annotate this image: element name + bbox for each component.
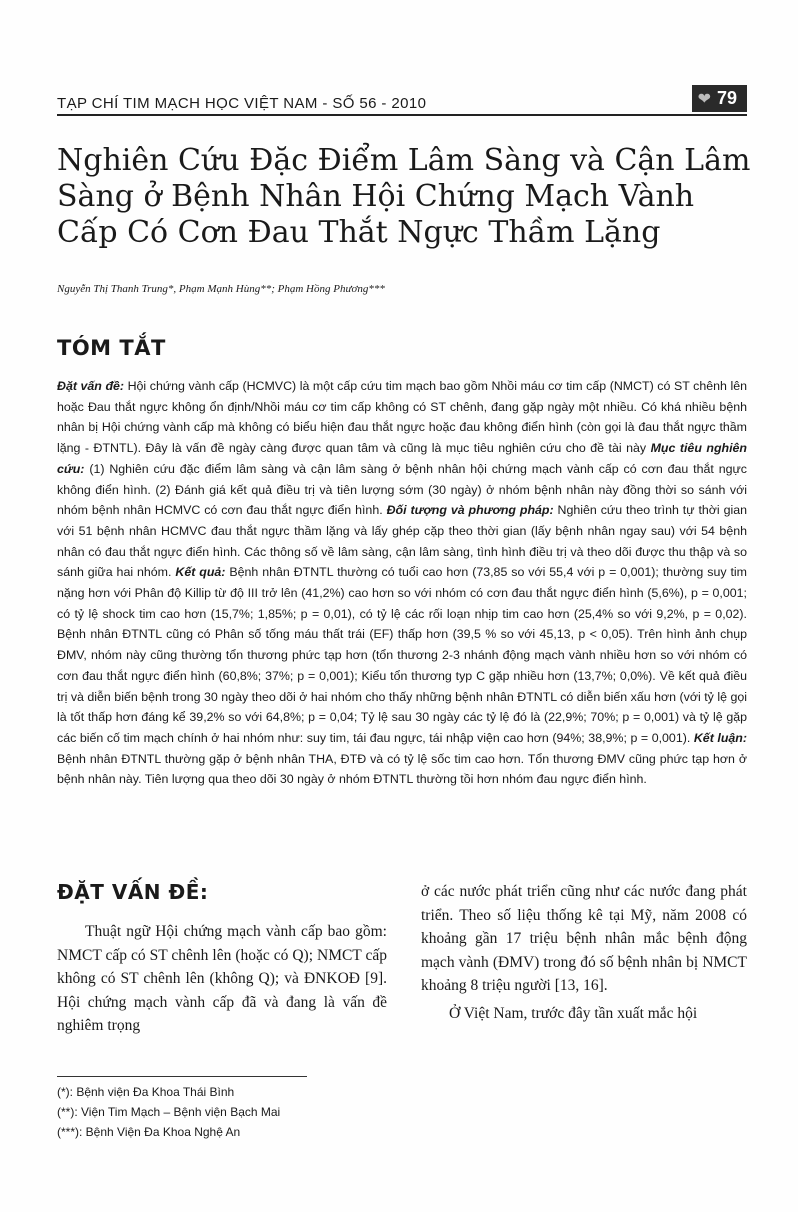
left-column bbox=[57, 880, 387, 1038]
abstract-body bbox=[57, 376, 747, 790]
footnote-item: (**): Viện Tim Mạch – Bệnh viện Bạch Mai bbox=[57, 1105, 281, 1119]
abstract-label-methods: Đối tượng và phương pháp: bbox=[386, 503, 554, 518]
abstract-label-results: Kết quả: bbox=[175, 565, 226, 580]
abstract-label-objectives: Mục tiêu nghiên cứu: bbox=[57, 441, 747, 476]
abstract-text-results: Bệnh nhân ĐTNTL thường có tuổi cao hơn (73,85 so với 55,4 với p = 0,001); thường suy tim nặng hơn với Phân độ Killip từ độ III trở lên (41,2%) cao hơn so với nhóm có cơn đau thắt ngực điển hình (5,6%), p = 0,001; có tỷ lệ shock tim cao hơn (15,7%; 1,85%; p = 0,01), có tỷ lệ các rối loạn nhịp tim cao hơn (25,4% so với 9,2%, p = 0,02). Bệnh nhân ĐTNTL cũng có Phân số tống máu thất trái (EF) thấp hơn (39,5 % so với 45,13, p < 0,05). Trên hình ảnh chụp ĐMV, nhóm này cũng thường tổn thương phức tạp hơn (tổn thương 2-3 nhánh động mạch vành nhiều hơn so với nhóm có cơn đau thắt ngực điển hình (60,8%; 37%; p = 0,001); Kiểu tổn thương typ C gặp nhiều hơn (13,7%; 0,0%). Về kết quả điều trị và diễn biến bệnh trong 30 ngày theo dõi ở hai nhóm cho thấy những bệnh nhân ĐTNTL có diễn biến xấu hơn (với tỷ lệ gọi là tốt thấp hơn đáng kể 39,2% so với 64,8%; p = 0,04; Tỷ lệ sau 30 ngày các tỷ lệ đó là (22,9%; 70%; p = 0,001) và tỷ lệ gặp các biến cố tim mạch chính ở hai nhóm như: suy tim, tái đau ngực, tái nhập viện cao hơn (94%; 38,9%; p = 0,001). bbox=[57, 565, 747, 745]
intro-paragraph-left: Thuật ngữ Hội chứng mạch vành cấp bao gồm: NMCT cấp có ST chênh lên (hoặc có Q); NMCT cấp không có ST chênh lên (không Q); và ĐNKOĐ [9]. Hội chứng mạch vành cấp đã và đang là vấn đề nghiêm trọng bbox=[57, 923, 387, 1034]
author-list: Nguyễn Thị Thanh Trung*, Phạm Mạnh Hùng**; Phạm Hồng Phương*** bbox=[57, 283, 385, 295]
footnote-rule bbox=[57, 1076, 307, 1077]
page-number-badge bbox=[692, 85, 747, 112]
abstract-heading: TÓM TẮT bbox=[57, 336, 166, 360]
footnote-item: (*): Bệnh viện Đa Khoa Thái Bình bbox=[57, 1085, 235, 1099]
right-column bbox=[421, 880, 747, 1025]
footnotes bbox=[57, 1082, 387, 1142]
journal-name: TẠP CHÍ TIM MẠCH HỌC VIỆT NAM - SỐ 56 - 2010 bbox=[57, 95, 427, 112]
footnote-item: (***): Bệnh Viện Đa Khoa Nghệ An bbox=[57, 1125, 241, 1139]
abstract-text-objectives: (1) Nghiên cứu đặc điểm lâm sàng và cận lâm sàng ở bệnh nhân hội chứng mạch vành cấp có cơn đau thắt ngực không điển hình. (2) Đánh giá kết quả điều trị và tiên lượng sớm (30 ngày) ở nhóm bệnh nhân này đồng thời so sánh với nhóm bệnh nhân HCMVC có cơn đau thắt ngực điển hình. bbox=[57, 461, 747, 518]
header-rule bbox=[57, 114, 747, 116]
abstract-text-background: Hội chứng vành cấp (HCMVC) là một cấp cứu tim mạch bao gồm Nhồi máu cơ tim cấp (NMCT) có ST chênh lên hoặc Đau thắt ngực không ổn định/Nhồi máu cơ tim cấp không có ST chênh, đang gặp ngày một nhiều. Có khá nhiều bệnh nhân bị Hội chứng vành cấp mà không có biểu hiện đau thắt ngực hoặc đau không điển hình (còn gọi là đau thắt ngực thầm lặng - ĐTNTL). Đây là vấn đề ngày càng được quan tâm và cũng là mục tiêu nghiên cứu cho đề tài này bbox=[57, 379, 747, 456]
abstract-label-background: Đặt vấn đề: bbox=[57, 379, 125, 393]
abstract-text-methods: Nghiên cứu theo trình tự thời gian với 51 bệnh nhân HCMVC đau thắt ngực thầm lặng và lấy ghép cặp theo thời gian (lấy bệnh nhân ngay sau) với 54 bệnh nhân có đau thắt ngực điển hình. Các thông số về lâm sàng, cận lâm sàng, tình hình điều trị và theo dõi được thu thập và so sánh giữa hai nhóm. bbox=[57, 503, 748, 580]
intro-paragraph-right-2: Ở Việt Nam, trước đây tần xuất mắc hội bbox=[449, 1004, 698, 1022]
page-number: 79 bbox=[716, 88, 737, 108]
intro-paragraph-right-1: ở các nước phát triển cũng như các nước đang phát triển. Theo số liệu thống kê tại Mỹ, năm 2008 có khoảng gần 17 triệu bệnh nhân mắc bệnh động mạch vành (ĐMV) trong đó số bệnh nhân bị NMCT khoảng 8 triệu người [13, 16]. bbox=[421, 883, 747, 994]
article-title: Nghiên Cứu Đặc Điểm Lâm Sàng và Cận Lâm Sàng ở Bệnh Nhân Hội Chứng Mạch Vành Cấp Có Cơn Đau Thắt Ngực Thầm Lặng bbox=[57, 143, 751, 250]
intro-heading: ĐẶT VẤN ĐỀ: bbox=[57, 880, 209, 904]
running-header bbox=[57, 86, 747, 112]
abstract-label-conclusion: Kết luận: bbox=[693, 730, 747, 745]
heart-icon: ❤ bbox=[697, 90, 711, 108]
abstract-text-conclusion: Bệnh nhân ĐTNTL thường gặp ở bệnh nhân THA, ĐTĐ và có tỷ lệ sốc tim cao hơn. Tổn thương ĐMV cũng phức tạp hơn ở bệnh nhân này. Tiên lượng qua theo dõi 30 ngày ở nhóm ĐTNTL thường tồi hơn nhóm đau ngực điển hình. bbox=[57, 751, 747, 787]
